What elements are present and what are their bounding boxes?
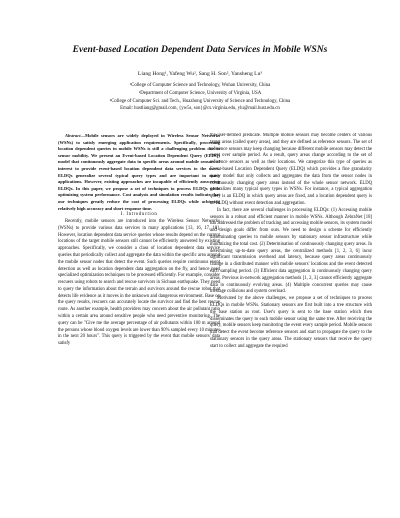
author-emails: Email: hustliang@gmail.com, {yw5s, son}@cs.virginia.edu, ylu@mail.hust.edu.cn <box>120 106 280 112</box>
affiliation-1: ¹College of Computer Science and Technology, Wuhan University, China <box>129 83 271 88</box>
body-paragraph: Motivated by the above challenges, we propose a set of techniques to process ELDQs in mobile WSNs. Stationary sensors are first built into a tree structure with the base station as root. User's query is sent to the base station which then disseminates the query to each mobile sensor using the same tree. After receiving the query, mobile sensors keep monitoring the event every sample period. Mobile sensors that detect the event become reference sensors and start to propagate the query to the stationary sensors in the query areas. The stationary sensors that receive the query start to collect and aggregate the required <box>210 296 372 349</box>
affiliations <box>0 82 400 113</box>
body-paragraph: In fact, there are several challenges in processing ELDQs: (1) Accessing mobile sensors in a robust and efficient manner in mobile WSNs. Although ZebraNet [18] has addressed the problem of tracking and accessing mobile sensors, its system model and design goals differ from ours. We need to design a scheme for efficiently disseminating queries to mobile sensors by stationary sensor infrastructure while minimizing the total cost. (2) Determination of continuously changing query areas. In determining up-to-date query areas, the centralized methods [1, 2, 3, 6] incur significant transmission overhead and latency, because query areas continuously change in a distributed manner with mobile sensors' locations and the event detected each sampling period. (3) Efficient data aggregation in continuously changing query areas. Previous in-network aggregation methods [1, 2, 3] cannot efficiently aggregate data in continuously evolving areas. (4) Multiple concurrent queries may cause message collisions and system overload. <box>210 207 372 295</box>
affiliation-3: ³College of Computer Sci. and Tech., Huazhong University of Science and Technology, China <box>109 98 291 104</box>
abstract-label: Abstract <box>65 133 81 138</box>
author-list: Liang Hong¹, Yafeng Wu², Sang H. Son², Yansheng Lu³ <box>137 71 263 77</box>
body-paragraph: the user-defined predicate. Multiple mobile sensors may become centers of various target areas (called query areas), and they are defined as reference sensors. The set of reference sensors may keep changing because different mobile sensors may detect the event over sample period. As a result, query areas change according to the set of reference sensors as well as their locations. We categorize this type of queries as Event-based Location Dependent Query (ELDQ) which provides a fine granularity query model that only collects and aggregates the data from the sensor nodes in continuously changing query areas instead of the whole sensor network. ELDQ generalizes many typical query types in WSNs. For instance, a typical aggregation query is an ELDQ in which query areas are fixed, and a location dependent query is an ELDQ without event detection and aggregation. <box>210 133 372 206</box>
body-paragraph: Recently, mobile sensors are introduced into the Wireless Sensor Networks (WSNs) to provide various data services in many applications [13, 16, 17, 18]. However, location dependent data service queries whose results depend on the current locations of the target mobile sensors still cannot be efficiently answered by existing approaches. Specifically, we consider a class of location dependent data service queries that periodically collect and aggregate the data within the specific area around the mobile sensor nodes that detect the event. Such queries require continuous event detection as well as location dependent data aggregation on the fly, and hence need specialized optimization techniques to be processed efficiently. For example, consider rescuers using robots to search and rescue survivors in Sichuan earthquake. They need to query the information about the terrain and survivors around the rescue robot that detects life evidence as it moves in the unknown and dangerous environment. Base on the query results, rescuers can accurately locate the survivor and find the best rescue route. As another example, health providers may concern about the air pollutant ratio within a certain area around sensitive people who need preventive monitoring. The query can be "Give me the average percentage of air pollutants within 100 m around the persons whose blood oxygen levels are lower than 90% sampled every 10 minutes in the next 20 hours". This query is triggered by the event that mobile sensors' data satisfy <box>58 218 220 347</box>
section-heading-introduction: I. Introduction <box>120 212 158 218</box>
abstract <box>58 133 220 212</box>
right-column <box>210 133 372 503</box>
affiliation-2: ²Department of Computer Science, University of Virginia, USA <box>138 90 262 96</box>
left-column <box>58 133 220 503</box>
abstract-text: —Mobile sensors are widely deployed in Wireless Sensor Networks (WSNs) to satisfy emerging application requirements. Specifically, processing location dependent queries in mobile WSNs is still a challenging problem due to sensor mobility. We present an Event-based Location Dependent Query (ELDQ) model that continuously aggregate data in specific areas around mobile sensors of interest to provide event-based location dependent data services to the users. ELDQs generalize several typical query types and are important in many applications. However, existing approaches are incapable of efficiently answering ELDQs. In this paper, we propose a set of techniques to process ELDQs while optimizing system performance. Cost analysis and simulation results indicate that our techniques greatly reduce the cost of processing ELDQs while achieving relatively high accuracy and short response time. <box>58 133 220 211</box>
paper-title: Event-based Location Dependent Data Services in Mobile WSNs <box>72 44 328 55</box>
